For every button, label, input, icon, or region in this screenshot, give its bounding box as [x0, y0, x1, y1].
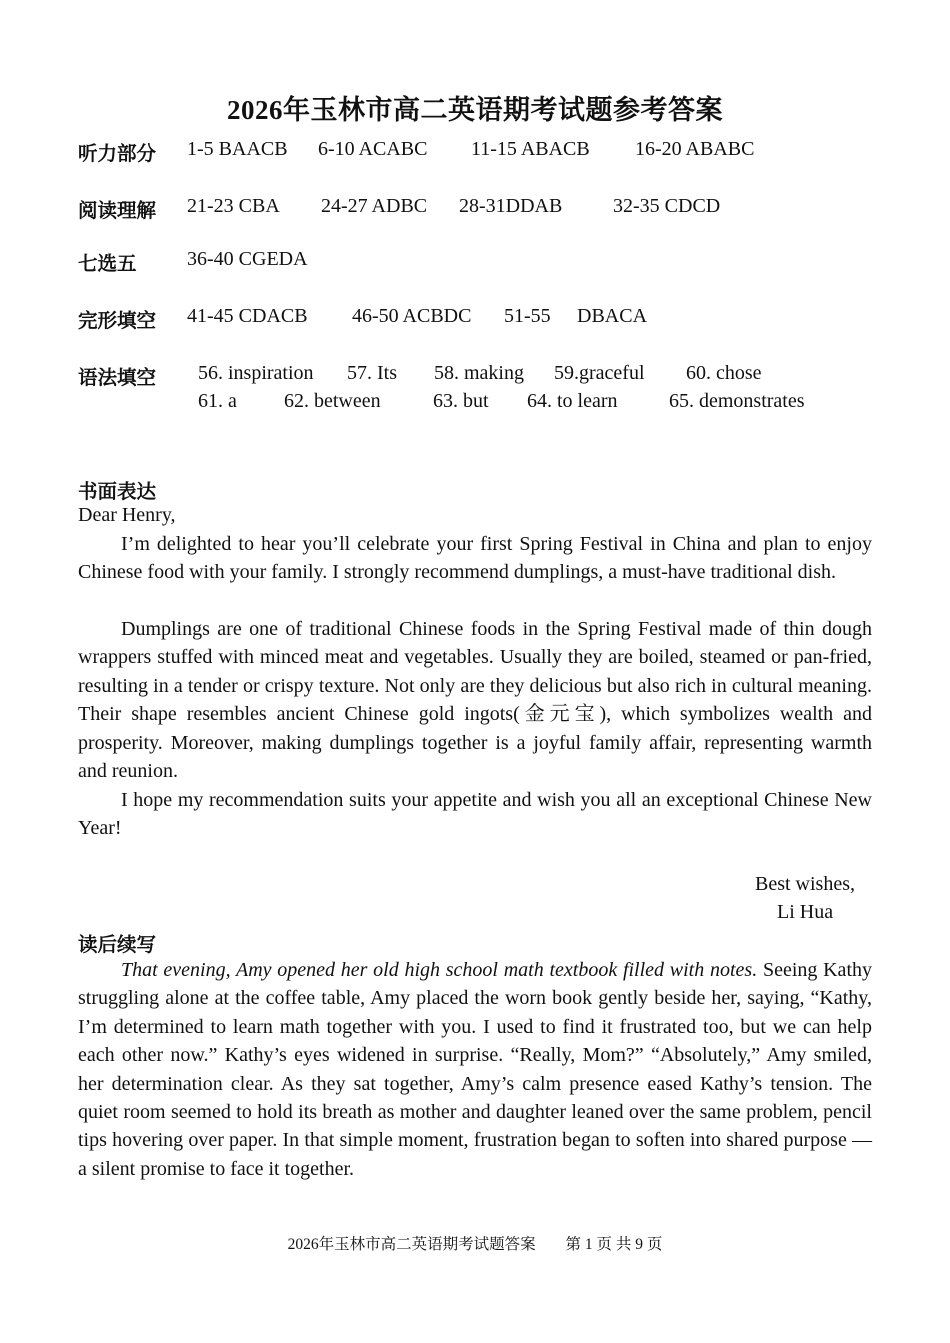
page-title: 2026年玉林市高二英语期考试题参考答案 — [227, 95, 723, 125]
listening-answer: 16-20 ABABC — [635, 138, 755, 160]
letter-paragraph: Dumplings are one of traditional Chinese foods in the Spring Festival made of thin dough wrappers stuffed with minced meat and vegetables. Usually they are boiled, steamed or pan-fried, resulting in a tender or crispy texture. Not only are they delicious but also rich in cultural meaning. Their shape resembles ancient Chinese gold ingots(金元宝), which symbolizes wealth and prosperity. Moreover, making dumplings together is a joyful family affair, representing warmth and reunion. — [78, 618, 872, 783]
grammar-answer: 62. between — [284, 390, 381, 412]
grammar-answer: 61. a — [198, 390, 237, 412]
continuation-paragraph — [78, 956, 872, 1183]
footer-title: 2026年玉林市高二英语期考试题答案 — [287, 1236, 536, 1253]
reading-label: 阅读理解 — [78, 199, 157, 222]
letter-signature: Li Hua — [777, 901, 834, 923]
reading-answer: 24-27 ADBC — [321, 195, 428, 217]
listening-label: 听力部分 — [78, 142, 157, 165]
cloze-answer: DBACA — [577, 305, 648, 327]
footer-page-number: 第 1 页 共 9 页 — [565, 1236, 663, 1253]
grammar-answer: 56. inspiration — [198, 362, 314, 384]
listening-answer: 6-10 ACABC — [318, 138, 428, 160]
letter-paragraph: I hope my recommendation suits your appetite and wish you all an exceptional Chinese New Year! — [78, 789, 872, 840]
grammar-answer: 58. making — [434, 362, 524, 384]
reading-answer: 28-31DDAB — [459, 195, 563, 217]
page-footer — [0, 1232, 950, 1254]
continuation-lead: That evening, Amy opened her old high school math textbook filled with notes. — [121, 959, 758, 981]
continuation-body: Seeing Kathy struggling alone at the coffee table, Amy placed the worn book gently beside her, saying, “Kathy, I’m determined to learn math together with you. I used to find it frustrated too, but we can help each other now.” Kathy’s eyes widened in surprise. “Really, Mom?” “Absolutely,” Amy smiled, her determination clear. As they sat together, Amy’s calm presence eased Kathy’s tension. The quiet room seemed to hold its breath as mother and daughter leaned over the same problem, pencil tips hovering over paper. In that simple moment, frustration began to soften into shared purpose —a silent promise to face it together. — [78, 959, 872, 1180]
cloze-answer: 51-55 — [504, 305, 551, 327]
letter-paragraph: I’m delighted to hear you’ll celebrate your first Spring Festival in China and plan to enjoy Chinese food with your family. I strongly recommend dumplings, a must-have traditional dish. — [78, 533, 872, 584]
reading-answer: 21-23 CBA — [187, 195, 280, 217]
seven-five-answer: 36-40 CGEDA — [187, 248, 308, 270]
grammar-answer: 57. Its — [347, 362, 397, 384]
listening-answer: 1-5 BAACB — [187, 138, 288, 160]
listening-answer: 11-15 ABACB — [471, 138, 590, 160]
grammar-answer: 65. demonstrates — [669, 390, 805, 412]
writing-label: 书面表达 — [78, 480, 157, 503]
letter-salutation: Dear Henry, — [78, 504, 176, 526]
cloze-label: 完形填空 — [78, 309, 157, 332]
grammar-answer: 59.graceful — [554, 362, 645, 384]
continuation-label: 读后续写 — [78, 933, 157, 956]
grammar-answer: 63. but — [433, 390, 489, 412]
reading-answer: 32-35 CDCD — [613, 195, 721, 217]
grammar-label: 语法填空 — [78, 366, 157, 389]
seven-five-label: 七选五 — [78, 252, 137, 275]
cloze-answer: 41-45 CDACB — [187, 305, 308, 327]
grammar-answer: 64. to learn — [527, 390, 618, 412]
letter-closing: Best wishes, — [755, 873, 855, 895]
grammar-answer: 60. chose — [686, 362, 762, 384]
cloze-answer: 46-50 ACBDC — [352, 305, 472, 327]
